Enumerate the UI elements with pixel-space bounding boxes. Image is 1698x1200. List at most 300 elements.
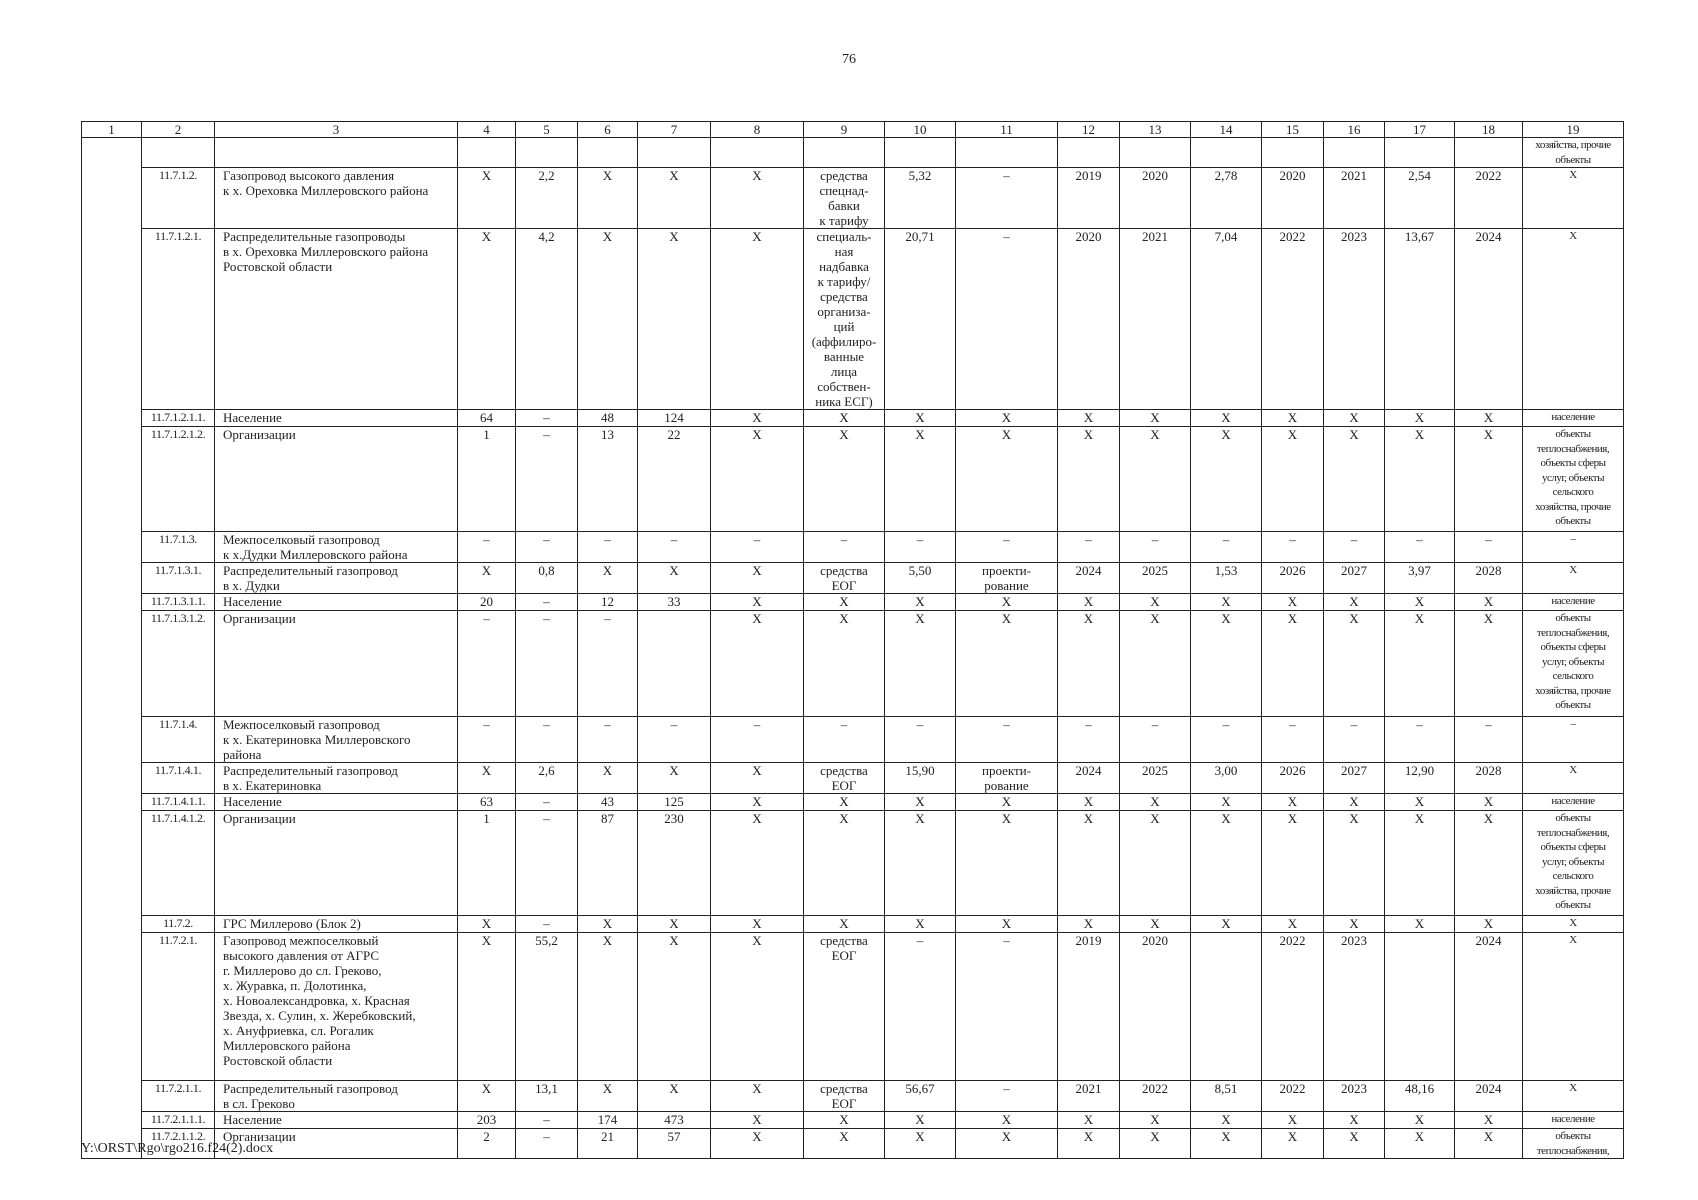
cell-col-4: 20 [458,594,516,611]
table-row [82,763,1624,794]
cell-col-10: 56,67 [885,1081,956,1112]
cell-col-10: Х [885,1112,956,1129]
cell-col-19: Х [1523,563,1624,594]
cell-col-16: 2027 [1324,563,1385,594]
cell-col-5: – [516,410,578,427]
cell-col-10: Х [885,811,956,916]
cell-col-15: Х [1262,427,1324,532]
cell-col-3: Организации [215,1129,458,1159]
cell-col-7: Х [638,168,711,229]
cell-col-17 [1385,138,1455,168]
cell-col-6: 13 [578,427,638,532]
cell-col-7: 22 [638,427,711,532]
cell-col-11: Х [956,811,1058,916]
cell-col-5: 13,1 [516,1081,578,1112]
cell-col-7: Х [638,229,711,410]
cell-col-10: 15,90 [885,763,956,794]
cell-col-8: Х [711,594,804,611]
cell-col-12: 2019 [1058,933,1120,1081]
cell-col-7: 124 [638,410,711,427]
cell-col-13: 2025 [1120,563,1191,594]
table-row [82,410,1624,427]
cell-col-4 [458,138,516,168]
cell-col-2: 11.7.1.4.1. [142,763,215,794]
cell-col-18: 2024 [1455,229,1523,410]
cell-col-7: Х [638,763,711,794]
cell-col-16 [1324,138,1385,168]
cell-col-3 [215,138,458,168]
cell-col-14: Х [1191,427,1262,532]
cell-col-12: – [1058,717,1120,763]
cell-col-18: – [1455,532,1523,563]
cell-col-6: Х [578,168,638,229]
cell-col-8: Х [711,1129,804,1159]
cell-col-7: Х [638,563,711,594]
cell-col-12: Х [1058,594,1120,611]
cell-col-18: 2028 [1455,763,1523,794]
cell-col-9: – [804,717,885,763]
cell-col-13: Х [1120,427,1191,532]
cell-col-17: Х [1385,1129,1455,1159]
cell-col-7: – [638,532,711,563]
cell-col-2: 11.7.1.3.1. [142,563,215,594]
cell-col-15: 2026 [1262,563,1324,594]
cell-col-7: Х [638,1081,711,1112]
cell-col-16: Х [1324,594,1385,611]
cell-col-18: 2028 [1455,563,1523,594]
cell-col-5: 2,2 [516,168,578,229]
cell-col-11: Х [956,1129,1058,1159]
cell-col-8: Х [711,1112,804,1129]
cell-col-9: Х [804,1129,885,1159]
cell-col-9: средства спецнад- бавки к тарифу [804,168,885,229]
cell-col-17 [1385,933,1455,1081]
cell-col-12: 2024 [1058,763,1120,794]
cell-col-14: Х [1191,410,1262,427]
cell-col-11: – [956,1081,1058,1112]
cell-col-11: Х [956,611,1058,717]
cell-col-11: – [956,168,1058,229]
cell-col-2: 11.7.1.3.1.2. [142,611,215,717]
cell-col-16: Х [1324,611,1385,717]
cell-col-14: 7,04 [1191,229,1262,410]
cell-col-5: – [516,916,578,933]
cell-col-2: 11.7.2.1.1.1. [142,1112,215,1129]
cell-col-3: Распределительный газопровод в сл. Греково [215,1081,458,1112]
cell-col-19: объекты теплоснабжения, объекты сферы услуг, объекты сельского хозяйства, прочие объекты [1523,611,1624,717]
cell-col-6: 87 [578,811,638,916]
cell-col-10: Х [885,794,956,811]
cell-col-8: Х [711,168,804,229]
cell-col-16: Х [1324,1112,1385,1129]
cell-col-13 [1120,138,1191,168]
cell-col-3: Распределительный газопровод в х. Екатериновка [215,763,458,794]
cell-col-19: Х [1523,229,1624,410]
cell-col-8: Х [711,933,804,1081]
cell-col-8: Х [711,1081,804,1112]
cell-col-4: Х [458,563,516,594]
cell-col-7: 125 [638,794,711,811]
cell-col-17: Х [1385,811,1455,916]
cell-col-3: Организации [215,811,458,916]
cell-col-19: хозяйства, прочие объекты [1523,138,1624,168]
cell-col-9: Х [804,1112,885,1129]
cell-col-14: 3,00 [1191,763,1262,794]
cell-col-5: – [516,594,578,611]
cell-col-4: Х [458,229,516,410]
cell-col-15: Х [1262,916,1324,933]
cell-col-6: 43 [578,794,638,811]
cell-col-6: – [578,717,638,763]
cell-col-13: Х [1120,594,1191,611]
table-row [82,594,1624,611]
cell-col-18: Х [1455,1129,1523,1159]
cell-col-4: 2 [458,1129,516,1159]
cell-col-15: Х [1262,794,1324,811]
cell-col-13: Х [1120,794,1191,811]
cell-col-8: Х [711,916,804,933]
cell-col-5: 4,2 [516,229,578,410]
table-row [82,794,1624,811]
cell-col-11: Х [956,1112,1058,1129]
cell-col-18 [1455,138,1523,168]
cell-col-10: Х [885,427,956,532]
cell-col-5: – [516,811,578,916]
cell-col-19: – [1523,717,1624,763]
cell-col-16: 2021 [1324,168,1385,229]
cell-col-14: Х [1191,916,1262,933]
cell-col-6: Х [578,933,638,1081]
cell-col-15: Х [1262,594,1324,611]
cell-col-8: Х [711,229,804,410]
cell-col-19: Х [1523,916,1624,933]
cell-col-12: 2021 [1058,1081,1120,1112]
cell-col-18: Х [1455,410,1523,427]
cell-col-8: Х [711,811,804,916]
cell-col-19: Х [1523,933,1624,1081]
cell-col-12: Х [1058,427,1120,532]
header-cell-14: 14 [1191,122,1262,138]
cell-col-6: – [578,532,638,563]
cell-col-9: – [804,532,885,563]
cell-col-6: Х [578,229,638,410]
cell-col-19: Х [1523,763,1624,794]
cell-col-19: объекты теплоснабжения, [1523,1129,1624,1159]
cell-col-13: 2020 [1120,933,1191,1081]
cell-col-2: 11.7.1.2.1.2. [142,427,215,532]
cell-col-9: средства ЕОГ [804,933,885,1081]
cell-col-9: специаль- ная надбавка к тарифу/ средства организа- ций (аффилиро- ванные лица собствен- ника ЕСГ) [804,229,885,410]
cell-col-10: Х [885,916,956,933]
cell-col-17: Х [1385,794,1455,811]
table-row [82,916,1624,933]
cell-col-18: Х [1455,794,1523,811]
cell-col-11: – [956,532,1058,563]
cell-col-8: – [711,532,804,563]
header-cell-16: 16 [1324,122,1385,138]
cell-col-18: 2022 [1455,168,1523,229]
cell-col-5: – [516,1129,578,1159]
cell-col-6: 48 [578,410,638,427]
cell-col-3: Население [215,410,458,427]
table-row [82,563,1624,594]
cell-col-16: – [1324,717,1385,763]
cell-col-14: – [1191,532,1262,563]
cell-col-12: 2019 [1058,168,1120,229]
cell-col-15: 2022 [1262,229,1324,410]
cell-col-4: – [458,611,516,717]
table-header-row [82,122,1624,138]
cell-col-17: Х [1385,594,1455,611]
cell-col-15: Х [1262,410,1324,427]
cell-col-3: Межпоселковый газопровод к х.Дудки Миллеровского района [215,532,458,563]
cell-col-2 [142,138,215,168]
cell-col-19: население [1523,410,1624,427]
cell-col-17: – [1385,717,1455,763]
cell-col-12 [1058,138,1120,168]
cell-col-13: 2025 [1120,763,1191,794]
cell-col-4: – [458,532,516,563]
table-row [82,811,1624,916]
cell-col-16: – [1324,532,1385,563]
cell-col-16: Х [1324,916,1385,933]
cell-col-12: Х [1058,811,1120,916]
cell-col-11: проекти- рование [956,763,1058,794]
cell-col-4: 63 [458,794,516,811]
table-row [82,229,1624,410]
cell-col-7: 33 [638,594,711,611]
cell-col-10: 20,71 [885,229,956,410]
header-cell-17: 17 [1385,122,1455,138]
cell-col-18: 2024 [1455,1081,1523,1112]
row-group-cell [82,138,142,1159]
cell-col-6: – [578,611,638,717]
cell-col-18: Х [1455,811,1523,916]
cell-col-19: население [1523,1112,1624,1129]
cell-col-5: – [516,794,578,811]
cell-col-17: – [1385,532,1455,563]
cell-col-17: 12,90 [1385,763,1455,794]
cell-col-11: Х [956,916,1058,933]
cell-col-12: Х [1058,1129,1120,1159]
cell-col-8: Х [711,611,804,717]
cell-col-11 [956,138,1058,168]
header-cell-8: 8 [711,122,804,138]
cell-col-12: 2020 [1058,229,1120,410]
cell-col-4: 64 [458,410,516,427]
data-table [81,121,1624,1159]
cell-col-5: – [516,427,578,532]
cell-col-5: 2,6 [516,763,578,794]
cell-col-4: 1 [458,427,516,532]
cell-col-11: – [956,717,1058,763]
cell-col-2: 11.7.2. [142,916,215,933]
cell-col-3: Население [215,794,458,811]
cell-col-12: Х [1058,794,1120,811]
cell-col-2: 11.7.1.4.1.2. [142,811,215,916]
cell-col-14 [1191,933,1262,1081]
cell-col-6 [578,138,638,168]
cell-col-3: Межпоселковый газопровод к х. Екатериновка Миллеровского района [215,717,458,763]
cell-col-15: – [1262,532,1324,563]
cell-col-6: Х [578,563,638,594]
cell-col-19: Х [1523,1081,1624,1112]
cell-col-3: Газопровод высокого давления к х. Ореховка Миллеровского района [215,168,458,229]
cell-col-19: объекты теплоснабжения, объекты сферы услуг, объекты сельского хозяйства, прочие объекты [1523,427,1624,532]
cell-col-10 [885,138,956,168]
table-row [82,138,1624,168]
header-cell-12: 12 [1058,122,1120,138]
cell-col-11: Х [956,410,1058,427]
cell-col-9: Х [804,794,885,811]
cell-col-2: 11.7.1.2. [142,168,215,229]
cell-col-9: средства ЕОГ [804,1081,885,1112]
cell-col-7 [638,611,711,717]
header-cell-13: 13 [1120,122,1191,138]
cell-col-12: Х [1058,410,1120,427]
cell-col-14: Х [1191,611,1262,717]
header-cell-11: 11 [956,122,1058,138]
cell-col-2: 11.7.1.2.1. [142,229,215,410]
cell-col-5: – [516,532,578,563]
cell-col-6: 174 [578,1112,638,1129]
cell-col-17: 48,16 [1385,1081,1455,1112]
cell-col-10: Х [885,410,956,427]
cell-col-15: Х [1262,1129,1324,1159]
cell-col-4: Х [458,1081,516,1112]
cell-col-11: – [956,933,1058,1081]
cell-col-16: 2023 [1324,229,1385,410]
header-cell-10: 10 [885,122,956,138]
cell-col-17: Х [1385,611,1455,717]
header-cell-7: 7 [638,122,711,138]
cell-col-16: Х [1324,1129,1385,1159]
cell-col-6: 12 [578,594,638,611]
cell-col-18: Х [1455,1112,1523,1129]
cell-col-6: Х [578,1081,638,1112]
cell-col-15 [1262,138,1324,168]
cell-col-8 [711,138,804,168]
table-row [82,717,1624,763]
cell-col-2: 11.7.2.1.1.2. [142,1129,215,1159]
cell-col-12: 2024 [1058,563,1120,594]
cell-col-3: Организации [215,611,458,717]
cell-col-16: Х [1324,410,1385,427]
cell-col-4: 203 [458,1112,516,1129]
cell-col-15: 2026 [1262,763,1324,794]
cell-col-11: Х [956,594,1058,611]
cell-col-9: Х [804,427,885,532]
cell-col-18: Х [1455,916,1523,933]
cell-col-9: Х [804,410,885,427]
cell-col-15: Х [1262,611,1324,717]
cell-col-7: Х [638,916,711,933]
cell-col-17: 3,97 [1385,563,1455,594]
cell-col-7: 473 [638,1112,711,1129]
cell-col-2: 11.7.1.4.1.1. [142,794,215,811]
table-row [82,168,1624,229]
cell-col-12: Х [1058,611,1120,717]
cell-col-13: Х [1120,1112,1191,1129]
cell-col-8: Х [711,763,804,794]
cell-col-10: 5,50 [885,563,956,594]
cell-col-16: Х [1324,427,1385,532]
cell-col-17: 2,54 [1385,168,1455,229]
cell-col-19: население [1523,594,1624,611]
cell-col-7: – [638,717,711,763]
cell-col-7 [638,138,711,168]
cell-col-4: 1 [458,811,516,916]
cell-col-14: Х [1191,594,1262,611]
cell-col-10: Х [885,611,956,717]
cell-col-8: Х [711,410,804,427]
cell-col-14: Х [1191,1112,1262,1129]
cell-col-12: Х [1058,916,1120,933]
header-cell-2: 2 [142,122,215,138]
cell-col-16: 2023 [1324,1081,1385,1112]
cell-col-4: Х [458,763,516,794]
cell-col-7: 57 [638,1129,711,1159]
cell-col-14: 2,78 [1191,168,1262,229]
header-cell-9: 9 [804,122,885,138]
cell-col-6: Х [578,916,638,933]
cell-col-17: Х [1385,1112,1455,1129]
table-row [82,1129,1624,1159]
header-cell-5: 5 [516,122,578,138]
cell-col-14: 8,51 [1191,1081,1262,1112]
table-row [82,1112,1624,1129]
table-row [82,532,1624,563]
cell-col-10: – [885,532,956,563]
cell-col-8: Х [711,427,804,532]
cell-col-9: средства ЕОГ [804,563,885,594]
cell-col-9: Х [804,811,885,916]
cell-col-5: 55,2 [516,933,578,1081]
cell-col-9 [804,138,885,168]
cell-col-17: 13,67 [1385,229,1455,410]
cell-col-14: Х [1191,794,1262,811]
cell-col-17: Х [1385,916,1455,933]
cell-col-13: Х [1120,811,1191,916]
cell-col-18: Х [1455,427,1523,532]
cell-col-14: 1,53 [1191,563,1262,594]
cell-col-10: 5,32 [885,168,956,229]
cell-col-16: 2023 [1324,933,1385,1081]
cell-col-13: 2022 [1120,1081,1191,1112]
cell-col-13: Х [1120,1129,1191,1159]
cell-col-18: Х [1455,594,1523,611]
cell-col-11: проекти- рование [956,563,1058,594]
cell-col-3: Распределительные газопроводы в х. Ореховка Миллеровского района Ростовской области [215,229,458,410]
cell-col-4: – [458,717,516,763]
cell-col-5 [516,138,578,168]
cell-col-13: – [1120,717,1191,763]
header-cell-4: 4 [458,122,516,138]
cell-col-16: Х [1324,794,1385,811]
header-cell-1: 1 [82,122,142,138]
cell-col-11: – [956,229,1058,410]
cell-col-4: Х [458,916,516,933]
cell-col-3: ГРС Миллерово (Блок 2) [215,916,458,933]
cell-col-10: – [885,933,956,1081]
cell-col-9: Х [804,611,885,717]
table-row [82,611,1624,717]
cell-col-6: Х [578,763,638,794]
cell-col-2: 11.7.1.3. [142,532,215,563]
cell-col-15: Х [1262,811,1324,916]
cell-col-15: 2020 [1262,168,1324,229]
cell-col-11: Х [956,794,1058,811]
